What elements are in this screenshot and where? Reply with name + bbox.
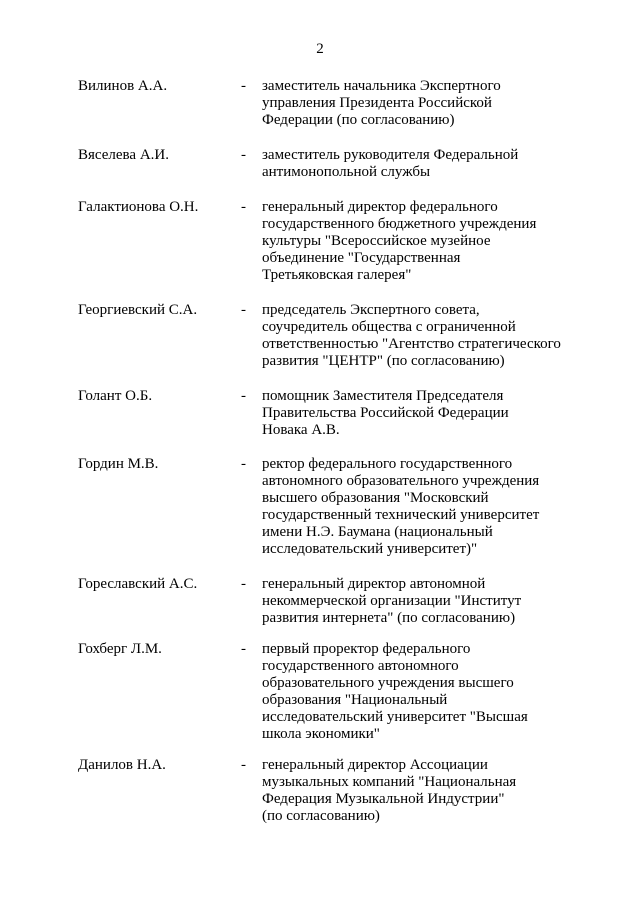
position-line: высшего образования "Московский bbox=[262, 490, 489, 506]
position-line: исследовательский университет)" bbox=[262, 541, 478, 557]
position-line: Федерация Музыкальной Индустрии" bbox=[262, 791, 505, 807]
position-line: школа экономики" bbox=[262, 726, 380, 742]
position-line: генеральный директор федерального bbox=[262, 199, 498, 215]
member-name: Георгиевский С.А. bbox=[78, 302, 198, 318]
member-dash: - bbox=[241, 147, 246, 163]
position-line: некоммерческой организации "Институт bbox=[262, 593, 522, 609]
position-line: развития "ЦЕНТР" (по согласованию) bbox=[262, 353, 505, 369]
member-position bbox=[262, 302, 562, 370]
member-dash: - bbox=[241, 757, 246, 773]
position-line: образовательного учреждения высшего bbox=[262, 675, 514, 691]
position-line: развития интернета" (по согласованию) bbox=[262, 610, 516, 626]
member-position bbox=[262, 576, 562, 627]
member-position bbox=[262, 456, 562, 558]
position-line: Третьяковская галерея" bbox=[262, 267, 412, 283]
position-line: (по согласованию) bbox=[262, 808, 380, 824]
position-line: Федерации (по согласованию) bbox=[262, 112, 455, 128]
position-line: образования "Национальный bbox=[262, 692, 448, 708]
position-line: заместитель начальника Экспертного bbox=[262, 78, 501, 94]
member-name: Гореславский А.С. bbox=[78, 576, 198, 592]
member-dash: - bbox=[241, 456, 246, 472]
member-dash: - bbox=[241, 302, 246, 318]
member-position bbox=[262, 78, 562, 129]
member-name: Данилов Н.А. bbox=[78, 757, 166, 773]
position-line: ректор федерального государственного bbox=[262, 456, 513, 472]
member-dash: - bbox=[241, 576, 246, 592]
position-line: председатель Экспертного совета, bbox=[262, 302, 480, 318]
position-line: государственного автономного bbox=[262, 658, 459, 674]
position-line: государственного бюджетного учреждения bbox=[262, 216, 537, 232]
member-dash: - bbox=[241, 641, 246, 657]
member-dash: - bbox=[241, 388, 246, 404]
member-dash: - bbox=[241, 199, 246, 215]
member-position bbox=[262, 388, 562, 439]
member-position bbox=[262, 757, 562, 825]
position-line: генеральный директор Ассоциации bbox=[262, 757, 488, 773]
position-line: музыкальных компаний "Национальная bbox=[262, 774, 517, 790]
member-name: Гохберг Л.М. bbox=[78, 641, 162, 657]
page-number: 2 bbox=[316, 41, 324, 57]
member-name: Вяселева А.И. bbox=[78, 147, 170, 163]
position-line: управления Президента Российской bbox=[262, 95, 492, 111]
position-line: ответственностью "Агентство стратегического bbox=[262, 336, 561, 352]
position-line: первый проректор федерального bbox=[262, 641, 471, 657]
member-dash: - bbox=[241, 78, 246, 94]
member-position bbox=[262, 641, 562, 743]
position-line: Правительства Российской Федерации bbox=[262, 405, 509, 421]
position-line: автономного образовательного учреждения bbox=[262, 473, 540, 489]
member-name: Гордин М.В. bbox=[78, 456, 159, 472]
member-name: Голант О.Б. bbox=[78, 388, 153, 404]
position-line: государственный технический университет bbox=[262, 507, 540, 523]
position-line: генеральный директор автономной bbox=[262, 576, 486, 592]
position-line: объединение "Государственная bbox=[262, 250, 461, 266]
position-line: культуры "Всероссийское музейное bbox=[262, 233, 491, 249]
member-name: Галактионова О.Н. bbox=[78, 199, 199, 215]
position-line: заместитель руководителя Федеральной bbox=[262, 147, 519, 163]
member-position bbox=[262, 147, 562, 181]
position-line: имени Н.Э. Баумана (национальный bbox=[262, 524, 493, 540]
position-line: исследовательский университет "Высшая bbox=[262, 709, 528, 725]
position-line: антимонопольной службы bbox=[262, 164, 431, 180]
position-line: соучредитель общества с ограниченной bbox=[262, 319, 516, 335]
member-position bbox=[262, 199, 562, 284]
position-line: Новака А.В. bbox=[262, 422, 340, 438]
position-line: помощник Заместителя Председателя bbox=[262, 388, 504, 404]
member-name: Вилинов А.А. bbox=[78, 78, 168, 94]
